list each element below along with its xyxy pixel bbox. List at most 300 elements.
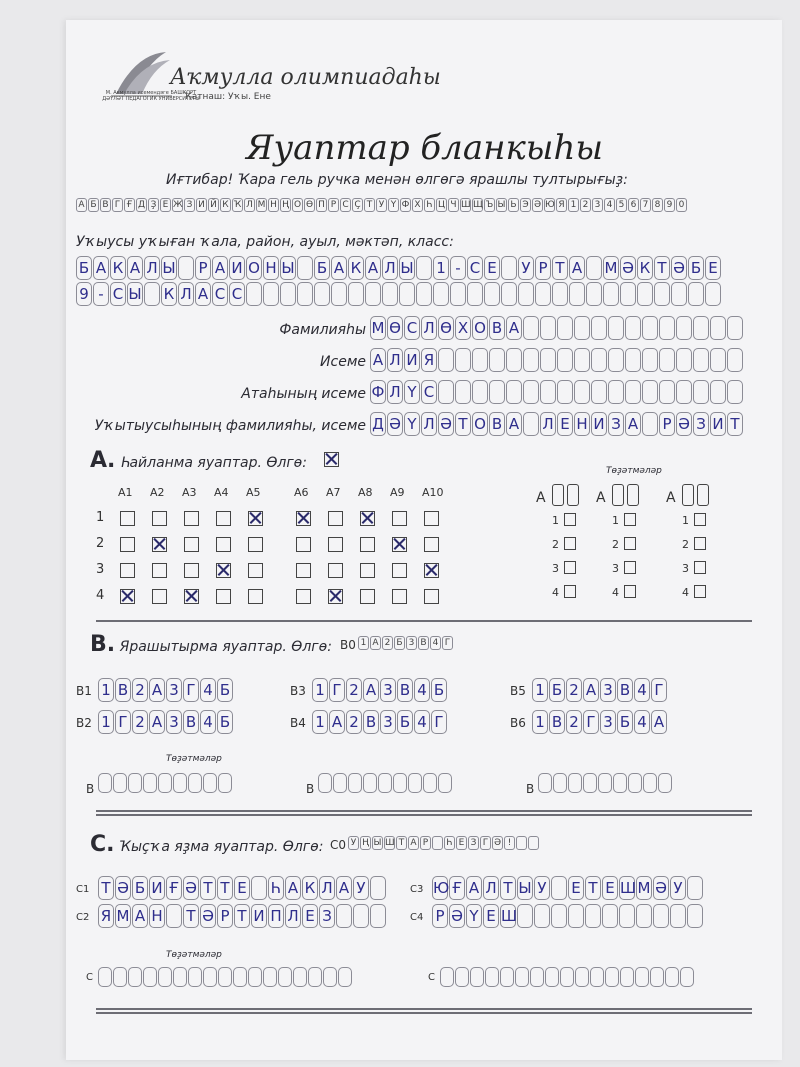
answer-checkbox[interactable]: [392, 563, 407, 578]
correction-row[interactable]: [98, 772, 233, 793]
correction-cell[interactable]: [293, 967, 307, 987]
letter-cell[interactable]: [263, 282, 279, 306]
letter-cell[interactable]: [178, 256, 194, 280]
alphabet-cell[interactable]: Һ: [424, 198, 435, 212]
letter-cell[interactable]: [569, 282, 585, 306]
correction-cell[interactable]: [627, 484, 639, 506]
alphabet-cell[interactable]: Ҡ: [233, 199, 242, 210]
correction-checkbox[interactable]: [564, 513, 576, 526]
sample-cell[interactable]: 3: [406, 636, 417, 650]
answer-row[interactable]: [432, 904, 704, 928]
letter-cell[interactable]: Ә: [387, 412, 403, 436]
letter-cell[interactable]: Б: [76, 256, 92, 280]
correction-cell[interactable]: [98, 967, 112, 987]
answer-cell[interactable]: 1: [532, 710, 548, 734]
answer-cell[interactable]: [251, 876, 267, 900]
correction-cell[interactable]: [567, 484, 579, 506]
letter-cell[interactable]: Л: [421, 412, 437, 436]
alphabet-cell[interactable]: Т: [364, 198, 375, 212]
letter-cell[interactable]: Л: [540, 412, 556, 436]
letter-cell[interactable]: [416, 282, 432, 306]
letter-cell[interactable]: [365, 282, 381, 306]
alphabet-cell[interactable]: Щ: [473, 199, 483, 210]
answer-cell[interactable]: В: [115, 678, 131, 702]
letter-cell[interactable]: О: [472, 412, 488, 436]
letter-cell[interactable]: [591, 380, 607, 404]
answer-cell[interactable]: [619, 904, 635, 928]
alphabet-cell[interactable]: Ә: [533, 199, 542, 210]
letter-cell[interactable]: [557, 348, 573, 372]
answer-cell[interactable]: 3: [380, 678, 396, 702]
correction-cell[interactable]: [560, 967, 574, 987]
answer-row[interactable]: [432, 876, 704, 900]
sample-cell[interactable]: Б: [394, 636, 405, 650]
answer-cell[interactable]: 4: [200, 678, 216, 702]
answer-checkbox[interactable]: [328, 537, 343, 552]
answer-cell[interactable]: Р: [432, 904, 448, 928]
letter-cell[interactable]: Ы: [280, 256, 296, 280]
answer-cell[interactable]: Ә: [653, 876, 669, 900]
letter-cell[interactable]: [450, 282, 466, 306]
answer-cell[interactable]: [336, 904, 352, 928]
letter-cell[interactable]: С: [421, 380, 437, 404]
correction-checkbox[interactable]: [564, 561, 576, 574]
answer-cell[interactable]: Т: [200, 876, 216, 900]
answer-cell[interactable]: 4: [634, 710, 650, 734]
answer-cell[interactable]: Е: [602, 876, 618, 900]
letter-cell[interactable]: [608, 348, 624, 372]
alphabet-cell[interactable]: 5: [616, 198, 627, 212]
answer-cell[interactable]: [636, 904, 652, 928]
sample-cell[interactable]: 2: [382, 636, 393, 650]
answer-cell[interactable]: Б: [549, 678, 565, 702]
letter-cell[interactable]: [637, 282, 653, 306]
sample-cell[interactable]: !: [504, 836, 515, 850]
letter-cell[interactable]: [574, 348, 590, 372]
correction-cell[interactable]: [440, 967, 454, 987]
letter-cell[interactable]: С: [467, 256, 483, 280]
letter-cell[interactable]: [642, 348, 658, 372]
letter-cell[interactable]: З: [693, 412, 709, 436]
correction-cell[interactable]: [248, 967, 262, 987]
letter-cell[interactable]: [659, 316, 675, 340]
answer-cell[interactable]: Л: [483, 876, 499, 900]
sample-cell[interactable]: У: [348, 836, 359, 850]
letter-cell[interactable]: [642, 316, 658, 340]
letter-cell[interactable]: [348, 282, 364, 306]
alphabet-cell[interactable]: С: [340, 198, 351, 212]
alphabet-cell[interactable]: Ү: [388, 198, 399, 212]
alphabet-cell[interactable]: Ө: [305, 199, 314, 210]
answer-cell[interactable]: 1: [312, 678, 328, 702]
answer-cell[interactable]: А: [583, 678, 599, 702]
answer-checkbox[interactable]: [328, 563, 343, 578]
alphabet-cell[interactable]: Р: [328, 198, 339, 212]
letter-cell[interactable]: [144, 282, 160, 306]
correction-cell[interactable]: [438, 773, 452, 793]
correction-cell[interactable]: [113, 967, 127, 987]
answer-checkbox[interactable]: [184, 563, 199, 578]
letter-cell[interactable]: [455, 348, 471, 372]
letter-cell[interactable]: 9: [76, 282, 92, 306]
letter-cell[interactable]: [727, 348, 743, 372]
letter-cell[interactable]: [416, 256, 432, 280]
letter-cell[interactable]: [710, 316, 726, 340]
answer-cell[interactable]: Ш: [500, 904, 516, 928]
alphabet-cell[interactable]: У: [376, 198, 387, 212]
correction-cell[interactable]: [575, 967, 589, 987]
answer-cell[interactable]: Ә: [449, 904, 465, 928]
letter-cell[interactable]: [693, 348, 709, 372]
letter-cell[interactable]: [642, 380, 658, 404]
sample-cell[interactable]: Ы: [373, 837, 382, 848]
alphabet-cell[interactable]: Б: [88, 198, 99, 212]
answer-cell[interactable]: А: [466, 876, 482, 900]
letter-cell[interactable]: [280, 282, 296, 306]
alphabet-cell[interactable]: 7: [640, 198, 651, 212]
correction-cell[interactable]: [613, 773, 627, 793]
answer-cell[interactable]: Р: [217, 904, 233, 928]
answer-checkbox[interactable]: [424, 589, 439, 604]
alphabet-cell[interactable]: Й: [208, 198, 219, 212]
letter-cell[interactable]: Ә: [620, 256, 636, 280]
letter-cell[interactable]: Ү: [404, 412, 420, 436]
correction-cell[interactable]: [128, 773, 142, 793]
correction-cell[interactable]: [158, 773, 172, 793]
correction-checkbox[interactable]: [624, 537, 636, 550]
letter-cell[interactable]: [688, 282, 704, 306]
correction-cell[interactable]: [590, 967, 604, 987]
letter-cell[interactable]: [246, 282, 262, 306]
letter-cell[interactable]: Р: [535, 256, 551, 280]
letter-cell[interactable]: [472, 348, 488, 372]
letter-cell[interactable]: В: [489, 316, 505, 340]
correction-cell[interactable]: [552, 484, 564, 506]
letter-cell[interactable]: [455, 380, 471, 404]
correction-row[interactable]: [538, 772, 673, 793]
letter-cell[interactable]: К: [348, 256, 364, 280]
answer-checkbox[interactable]: [296, 563, 311, 578]
letter-cell[interactable]: И: [710, 412, 726, 436]
alphabet-cell[interactable]: В: [100, 198, 111, 212]
answer-cell[interactable]: 2: [132, 678, 148, 702]
letter-cell[interactable]: А: [331, 256, 347, 280]
answer-cell[interactable]: Т: [98, 876, 114, 900]
answer-checkbox[interactable]: [392, 511, 407, 526]
answer-cell[interactable]: [568, 904, 584, 928]
correction-cell[interactable]: [393, 773, 407, 793]
sample-cell[interactable]: З: [468, 836, 479, 850]
answer-cell[interactable]: У: [534, 876, 550, 900]
correction-cell[interactable]: [218, 773, 232, 793]
letter-cell[interactable]: [489, 348, 505, 372]
alphabet-cell[interactable]: 9: [664, 198, 675, 212]
letter-cell[interactable]: Ы: [161, 256, 177, 280]
correction-cell[interactable]: [650, 967, 664, 987]
alphabet-cell[interactable]: А: [76, 198, 87, 212]
alphabet-cell[interactable]: П: [316, 198, 327, 212]
letter-cell[interactable]: У: [518, 256, 534, 280]
answer-checkbox[interactable]: [248, 563, 263, 578]
correction-checkbox[interactable]: [694, 537, 706, 550]
correction-cell[interactable]: [500, 967, 514, 987]
letter-cell[interactable]: [399, 282, 415, 306]
letter-cell[interactable]: Ө: [438, 316, 454, 340]
answer-checkbox[interactable]: [216, 511, 231, 526]
answer-row[interactable]: [312, 710, 448, 734]
letter-cell[interactable]: [625, 348, 641, 372]
correction-cell[interactable]: [128, 967, 142, 987]
letter-cell[interactable]: [501, 282, 517, 306]
answer-cell[interactable]: Г: [115, 710, 131, 734]
alphabet-cell[interactable]: К: [220, 198, 231, 212]
correction-cell[interactable]: [470, 967, 484, 987]
letter-cell[interactable]: К: [161, 282, 177, 306]
answer-cell[interactable]: 3: [166, 678, 182, 702]
answer-cell[interactable]: Ә: [200, 904, 216, 928]
answer-row[interactable]: [532, 678, 668, 702]
letter-cell[interactable]: Е: [484, 256, 500, 280]
letter-cell[interactable]: А: [93, 256, 109, 280]
correction-cell[interactable]: [113, 773, 127, 793]
letter-cell[interactable]: З: [608, 412, 624, 436]
letter-cell[interactable]: [506, 380, 522, 404]
answer-cell[interactable]: Е: [568, 876, 584, 900]
letter-cell[interactable]: [331, 282, 347, 306]
letter-cell[interactable]: [472, 380, 488, 404]
answer-checkbox[interactable]: [152, 511, 167, 526]
correction-checkbox[interactable]: [624, 585, 636, 598]
correction-cell[interactable]: [203, 967, 217, 987]
letter-cell[interactable]: [433, 282, 449, 306]
correction-cell[interactable]: [515, 967, 529, 987]
letter-cell[interactable]: [540, 380, 556, 404]
answer-cell[interactable]: 4: [414, 678, 430, 702]
answer-cell[interactable]: [353, 904, 369, 928]
letter-cell[interactable]: И: [591, 412, 607, 436]
letter-cell[interactable]: Р: [195, 256, 211, 280]
sample-cell[interactable]: Р: [420, 836, 431, 850]
letter-cell[interactable]: -: [93, 282, 109, 306]
answer-row[interactable]: [98, 876, 387, 900]
correction-cell[interactable]: [538, 773, 552, 793]
answer-cell[interactable]: 4: [414, 710, 430, 734]
sample-cell[interactable]: Һ: [444, 836, 455, 850]
letter-cell[interactable]: [535, 282, 551, 306]
surname-field[interactable]: [370, 316, 744, 340]
letter-cell[interactable]: Л: [387, 380, 403, 404]
alphabet-cell[interactable]: 6: [628, 198, 639, 212]
letter-cell[interactable]: Н: [263, 256, 279, 280]
answer-cell[interactable]: У: [670, 876, 686, 900]
answer-cell[interactable]: Ғ: [166, 876, 182, 900]
answer-cell[interactable]: А: [149, 710, 165, 734]
answer-checkbox[interactable]: [392, 589, 407, 604]
letter-cell[interactable]: Р: [659, 412, 675, 436]
correction-cell[interactable]: [612, 484, 624, 506]
correction-row[interactable]: [440, 966, 695, 987]
alphabet-cell[interactable]: Я: [556, 198, 567, 212]
letter-cell[interactable]: В: [489, 412, 505, 436]
answer-cell[interactable]: Б: [132, 876, 148, 900]
correction-cell[interactable]: [553, 773, 567, 793]
answer-cell[interactable]: [534, 904, 550, 928]
answer-cell[interactable]: В: [363, 710, 379, 734]
alphabet-cell[interactable]: Л: [244, 198, 255, 212]
answer-checkbox[interactable]: [360, 563, 375, 578]
answer-cell[interactable]: [653, 904, 669, 928]
answer-cell[interactable]: В: [617, 678, 633, 702]
answer-checkbox[interactable]: [328, 511, 343, 526]
correction-cell[interactable]: [530, 967, 544, 987]
correction-checkbox[interactable]: [694, 585, 706, 598]
letter-cell[interactable]: [297, 282, 313, 306]
letter-cell[interactable]: 1: [433, 256, 449, 280]
school-line-1[interactable]: [76, 256, 722, 280]
letter-cell[interactable]: [523, 316, 539, 340]
letter-cell[interactable]: Ф: [370, 380, 386, 404]
correction-cell[interactable]: [143, 773, 157, 793]
letter-cell[interactable]: [608, 380, 624, 404]
alphabet-cell[interactable]: Ф: [401, 199, 410, 210]
letter-cell[interactable]: И: [229, 256, 245, 280]
answer-cell[interactable]: Т: [234, 904, 250, 928]
sample-cell[interactable]: Ң: [360, 836, 371, 850]
letter-cell[interactable]: Ә: [676, 412, 692, 436]
letter-cell[interactable]: Ө: [387, 316, 403, 340]
letter-cell[interactable]: [518, 282, 534, 306]
answer-cell[interactable]: К: [302, 876, 318, 900]
correction-cell[interactable]: [143, 967, 157, 987]
answer-cell[interactable]: Л: [319, 876, 335, 900]
letter-cell[interactable]: [693, 316, 709, 340]
letter-cell[interactable]: А: [127, 256, 143, 280]
answer-checkbox[interactable]: [360, 511, 375, 526]
letter-cell[interactable]: [710, 380, 726, 404]
answer-checkbox[interactable]: [424, 511, 439, 526]
correction-cell[interactable]: [363, 773, 377, 793]
letter-cell[interactable]: М: [370, 316, 386, 340]
answer-cell[interactable]: [551, 904, 567, 928]
answer-cell[interactable]: Б: [431, 678, 447, 702]
correction-cell[interactable]: [218, 967, 232, 987]
letter-cell[interactable]: [654, 282, 670, 306]
answer-cell[interactable]: Б: [617, 710, 633, 734]
alphabet-cell[interactable]: Ң: [280, 198, 291, 212]
correction-cell[interactable]: [605, 967, 619, 987]
answer-cell[interactable]: Т: [217, 876, 233, 900]
letter-cell[interactable]: Ә: [671, 256, 687, 280]
answer-cell[interactable]: 2: [346, 678, 362, 702]
answer-checkbox[interactable]: [248, 537, 263, 552]
answer-checkbox[interactable]: [184, 537, 199, 552]
alphabet-cell[interactable]: Ч: [448, 198, 459, 212]
answer-cell[interactable]: Б: [217, 710, 233, 734]
letter-cell[interactable]: А: [212, 256, 228, 280]
letter-cell[interactable]: С: [229, 282, 245, 306]
answer-checkbox[interactable]: [424, 537, 439, 552]
alphabet-cell[interactable]: Э: [520, 198, 531, 212]
answer-checkbox[interactable]: [392, 537, 407, 552]
letter-cell[interactable]: Т: [727, 412, 743, 436]
letter-cell[interactable]: [676, 348, 692, 372]
correction-cell[interactable]: [318, 773, 332, 793]
correction-cell[interactable]: [680, 967, 694, 987]
answer-cell[interactable]: А: [336, 876, 352, 900]
letter-cell[interactable]: [676, 316, 692, 340]
answer-cell[interactable]: Ә: [183, 876, 199, 900]
correction-cell[interactable]: [628, 773, 642, 793]
answer-cell[interactable]: У: [353, 876, 369, 900]
correction-cell[interactable]: [620, 967, 634, 987]
correction-cell[interactable]: [455, 967, 469, 987]
letter-cell[interactable]: К: [110, 256, 126, 280]
sample-cell[interactable]: Ә: [493, 837, 502, 848]
alphabet-cell[interactable]: Ж: [173, 199, 183, 210]
answer-checkbox[interactable]: [216, 589, 231, 604]
answer-checkbox[interactable]: [120, 511, 135, 526]
letter-cell[interactable]: Х: [455, 316, 471, 340]
letter-cell[interactable]: О: [246, 256, 262, 280]
answer-cell[interactable]: Г: [431, 710, 447, 734]
letter-cell[interactable]: [586, 282, 602, 306]
letter-cell[interactable]: [557, 380, 573, 404]
letter-cell[interactable]: Л: [144, 256, 160, 280]
correction-cell[interactable]: [98, 773, 112, 793]
sample-cell[interactable]: 1: [358, 636, 369, 650]
answer-checkbox[interactable]: [152, 563, 167, 578]
answer-cell[interactable]: Ә: [115, 876, 131, 900]
answer-cell[interactable]: [551, 876, 567, 900]
answer-cell[interactable]: М: [636, 876, 652, 900]
letter-cell[interactable]: [552, 282, 568, 306]
alphabet-cell[interactable]: Ш: [461, 199, 471, 210]
answer-cell[interactable]: Ғ: [449, 876, 465, 900]
alphabet-cell[interactable]: О: [293, 199, 302, 210]
correction-cell[interactable]: [158, 967, 172, 987]
answer-cell[interactable]: Г: [583, 710, 599, 734]
alphabet-cell[interactable]: Ы: [497, 199, 506, 210]
correction-row[interactable]: [318, 772, 453, 793]
name-field[interactable]: [370, 348, 744, 372]
answer-cell[interactable]: [517, 904, 533, 928]
answer-cell[interactable]: А: [132, 904, 148, 928]
letter-cell[interactable]: Я: [421, 348, 437, 372]
letter-cell[interactable]: [727, 316, 743, 340]
alphabet-cell[interactable]: М: [257, 199, 266, 210]
answer-cell[interactable]: 1: [98, 710, 114, 734]
sample-cell[interactable]: Е: [456, 836, 467, 850]
letter-cell[interactable]: Е: [557, 412, 573, 436]
alphabet-cell[interactable]: З: [184, 198, 195, 212]
letter-cell[interactable]: А: [569, 256, 585, 280]
answer-row[interactable]: [312, 678, 448, 702]
letter-cell[interactable]: А: [370, 348, 386, 372]
letter-cell[interactable]: [608, 316, 624, 340]
letter-cell[interactable]: [705, 282, 721, 306]
letter-cell[interactable]: Л: [382, 256, 398, 280]
letter-cell[interactable]: [467, 282, 483, 306]
sample-cell[interactable]: [528, 836, 539, 850]
letter-cell[interactable]: К: [637, 256, 653, 280]
letter-cell[interactable]: [438, 348, 454, 372]
answer-cell[interactable]: 3: [600, 710, 616, 734]
letter-cell[interactable]: [574, 380, 590, 404]
correction-cell[interactable]: [635, 967, 649, 987]
answer-cell[interactable]: [166, 904, 182, 928]
answer-cell[interactable]: Т: [500, 876, 516, 900]
letter-cell[interactable]: Т: [654, 256, 670, 280]
